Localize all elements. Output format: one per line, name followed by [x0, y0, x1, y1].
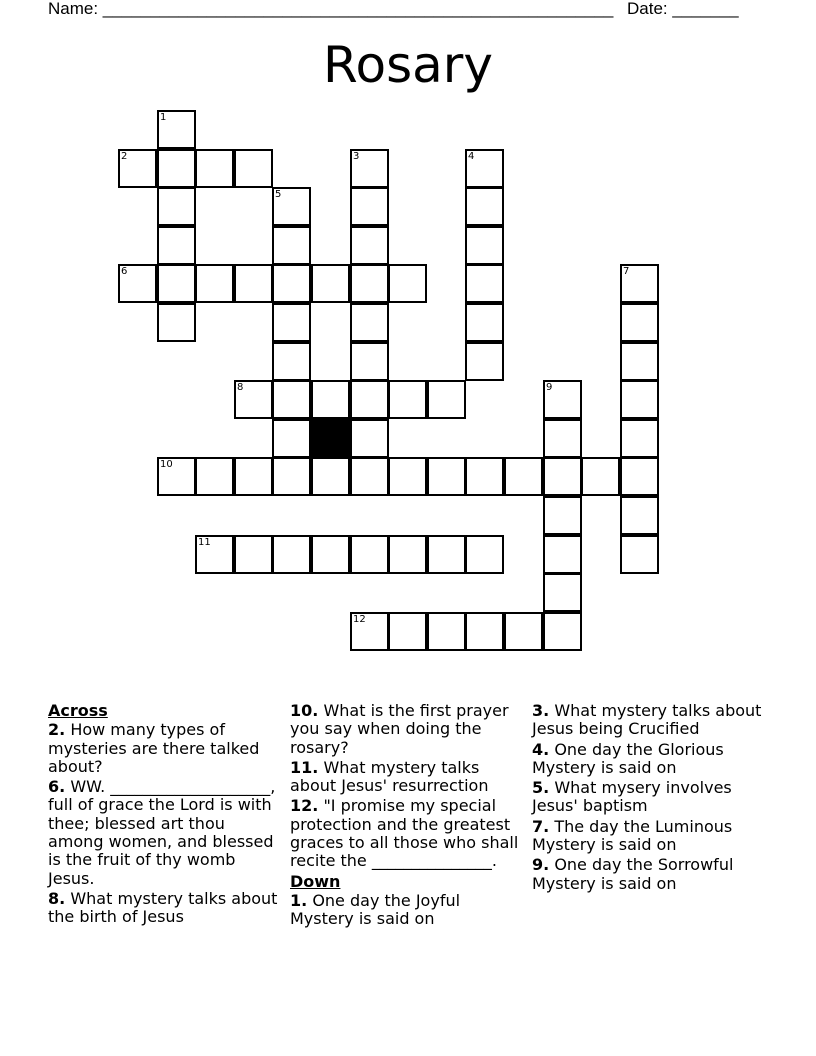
answer-cell[interactable] [157, 264, 196, 303]
answer-cell[interactable] [350, 612, 389, 651]
answer-cell[interactable] [427, 612, 466, 651]
clue-text: WW. ____________________, full of grace the Lord is with thee; blessed art thou among women, and blessed is the fruit of thy womb Jesus. [48, 777, 276, 888]
answer-cell[interactable] [465, 303, 504, 342]
answer-cell[interactable] [272, 303, 311, 342]
answer-cell[interactable] [388, 457, 427, 496]
answer-cell[interactable] [311, 264, 350, 303]
clue-text: One day the Joyful Mystery is said on [290, 890, 461, 929]
clue-number: 4. [532, 739, 550, 759]
answer-cell[interactable] [427, 380, 466, 419]
answer-cell[interactable] [272, 187, 311, 226]
clue-text: "I promise my special protection and the greatest graces to all those who shall recite the _______________. [290, 796, 519, 871]
clue-number: 11. [290, 757, 319, 777]
answer-cell[interactable] [465, 226, 504, 265]
clue-number-label: 5 [275, 189, 282, 200]
answer-cell[interactable] [272, 264, 311, 303]
clue-number-label: 7 [623, 266, 630, 277]
answer-cell[interactable] [620, 496, 659, 535]
answer-cell[interactable] [620, 303, 659, 342]
answer-cell[interactable] [465, 149, 504, 188]
answer-cell[interactable] [620, 380, 659, 419]
answer-cell[interactable] [272, 226, 311, 265]
clue-down-7 [532, 818, 772, 855]
clue-number-label: 12 [353, 614, 366, 625]
answer-cell[interactable] [157, 457, 196, 496]
answer-cell[interactable] [543, 612, 582, 651]
clue-down-5 [532, 779, 772, 816]
clue-across-10 [290, 702, 528, 757]
clue-number-label: 11 [198, 537, 211, 548]
answer-cell[interactable] [465, 187, 504, 226]
answer-cell[interactable] [465, 612, 504, 651]
clue-across-2 [48, 721, 280, 776]
clue-number: 7. [532, 816, 550, 836]
clue-number-label: 8 [237, 382, 244, 393]
clue-down-3 [532, 702, 772, 739]
clue-across-12 [290, 797, 528, 870]
answer-cell[interactable] [620, 535, 659, 574]
clue-number-label: 1 [160, 112, 167, 123]
answer-cell[interactable] [543, 419, 582, 458]
answer-cell[interactable] [350, 342, 389, 381]
answer-cell[interactable] [543, 457, 582, 496]
clue-text: What mystery talks about the birth of Jesus [48, 888, 278, 927]
clue-text: What mystery talks about Jesus being Crucified [532, 701, 762, 739]
answer-cell[interactable] [272, 419, 311, 458]
clues-column-2 [290, 702, 528, 931]
clue-number-label: 9 [546, 382, 553, 393]
answer-cell[interactable] [234, 380, 273, 419]
date-field-label: Date: _______ [627, 0, 739, 18]
clue-across-8 [48, 890, 280, 927]
down-heading: Down [290, 871, 341, 891]
answer-cell[interactable] [543, 535, 582, 574]
answer-cell[interactable] [350, 187, 389, 226]
answer-cell[interactable] [465, 535, 504, 574]
clue-text: The day the Luminous Mystery is said on [532, 816, 733, 855]
answer-cell[interactable] [234, 535, 273, 574]
answer-cell[interactable] [465, 342, 504, 381]
answer-cell[interactable] [157, 303, 196, 342]
answer-cell[interactable] [234, 457, 273, 496]
clue-text: What mysery involves Jesus' baptism [532, 778, 732, 816]
answer-cell[interactable] [388, 380, 427, 419]
answer-cell[interactable] [543, 496, 582, 535]
clue-across-11 [290, 759, 528, 796]
answer-cell[interactable] [427, 535, 466, 574]
answer-cell[interactable] [350, 457, 389, 496]
answer-cell[interactable] [620, 264, 659, 303]
answer-cell[interactable] [350, 535, 389, 574]
clue-down-9 [532, 856, 772, 893]
clue-down-4 [532, 741, 772, 778]
clue-number: 1. [290, 890, 308, 910]
clue-number: 12. [290, 796, 319, 816]
clue-number: 9. [532, 855, 550, 875]
answer-cell[interactable] [620, 419, 659, 458]
answer-cell[interactable] [543, 380, 582, 419]
answer-cell[interactable] [350, 149, 389, 188]
answer-cell[interactable] [157, 149, 196, 188]
clues-column-3 [532, 702, 772, 895]
clue-number-label: 2 [121, 151, 128, 162]
clue-text: One day the Glorious Mystery is said on [532, 739, 724, 777]
clue-number: 3. [532, 701, 550, 720]
page-title: Rosary [323, 36, 493, 94]
answer-cell[interactable] [311, 535, 350, 574]
answer-cell[interactable] [195, 264, 234, 303]
answer-cell[interactable] [272, 457, 311, 496]
clue-down-1 [290, 892, 528, 929]
answer-cell[interactable] [543, 573, 582, 612]
clue-number: 6. [48, 777, 66, 797]
answer-cell[interactable] [350, 380, 389, 419]
answer-cell[interactable] [620, 342, 659, 381]
name-field-label: Name: ______________________________________________________ [48, 0, 614, 18]
answer-cell[interactable] [581, 457, 620, 496]
answer-cell[interactable] [504, 457, 543, 496]
answer-cell[interactable] [311, 457, 350, 496]
answer-cell[interactable] [272, 342, 311, 381]
answer-cell[interactable] [311, 380, 350, 419]
answer-cell[interactable] [427, 457, 466, 496]
answer-cell[interactable] [350, 226, 389, 265]
across-heading: Across [48, 701, 108, 720]
clue-text: What mystery talks about Jesus' resurrection [290, 757, 489, 796]
clue-number: 10. [290, 701, 319, 720]
answer-cell[interactable] [118, 149, 157, 188]
black-square [311, 419, 350, 458]
answer-cell[interactable] [350, 419, 389, 458]
clue-number-label: 4 [468, 151, 475, 162]
clues-column-1 [48, 702, 280, 929]
answer-cell[interactable] [350, 264, 389, 303]
clue-text: What is the first prayer you say when doing the rosary? [290, 701, 509, 757]
clue-across-6 [48, 778, 280, 888]
clue-number-label: 6 [121, 266, 128, 277]
answer-cell[interactable] [157, 110, 196, 149]
clue-text: How many types of mysteries are there talked about? [48, 720, 260, 776]
answer-cell[interactable] [388, 612, 427, 651]
answer-cell[interactable] [234, 149, 273, 188]
clue-number: 2. [48, 720, 66, 740]
answer-cell[interactable] [157, 187, 196, 226]
answer-cell[interactable] [157, 226, 196, 265]
clue-number: 8. [48, 888, 66, 908]
answer-cell[interactable] [272, 535, 311, 574]
answer-cell[interactable] [272, 380, 311, 419]
answer-cell[interactable] [195, 457, 234, 496]
answer-cell[interactable] [195, 149, 234, 188]
answer-cell[interactable] [388, 264, 427, 303]
answer-cell[interactable] [465, 264, 504, 303]
answer-cell[interactable] [350, 303, 389, 342]
clue-number: 5. [532, 778, 550, 798]
answer-cell[interactable] [388, 535, 427, 574]
answer-cell[interactable] [620, 457, 659, 496]
answer-cell[interactable] [234, 264, 273, 303]
clue-number-label: 10 [160, 459, 173, 470]
answer-cell[interactable] [195, 535, 234, 574]
answer-cell[interactable] [465, 457, 504, 496]
answer-cell[interactable] [504, 612, 543, 651]
clue-number-label: 3 [353, 151, 360, 162]
clue-text: One day the Sorrowful Mystery is said on [532, 855, 734, 893]
answer-cell[interactable] [118, 264, 157, 303]
